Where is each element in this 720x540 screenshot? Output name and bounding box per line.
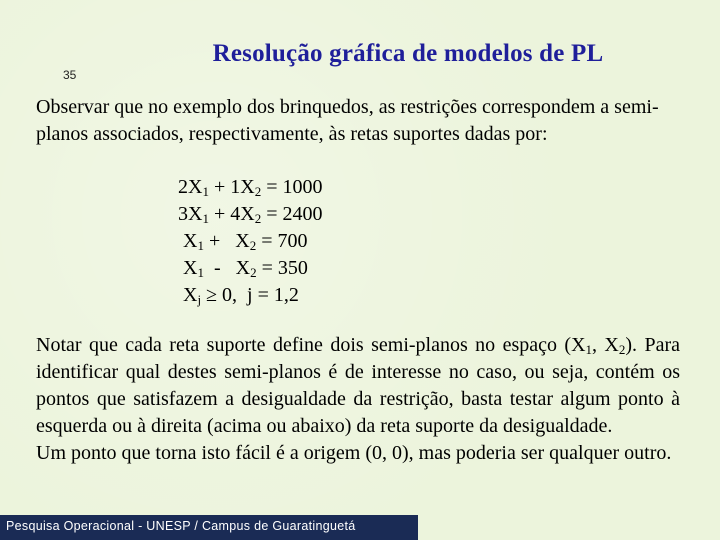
slide-number: 35	[63, 68, 77, 82]
notes-second-line: Um ponto que torna isto fácil é a origem (0, 0), mas poderia ser qualquer outro.	[36, 442, 672, 464]
slide-title: Resolução gráfica de modelos de PL	[212, 40, 604, 67]
equation-2: $3X_1 + 4X_2 = 2400$	[178, 203, 323, 226]
constraint-equations	[178, 174, 322, 309]
equation-3: $X_1 + X_2 = 700$	[178, 230, 308, 253]
equation-5: $X_j \ge 0$, j = 1,2	[178, 284, 299, 307]
equation-4: $X_1 - X_2 = 350$	[178, 257, 308, 280]
equation-1: $2X_1 + 1X_2 = 1000$	[178, 176, 323, 199]
footer-bar: Pesquisa Operacional - UNESP / Campus de Guaratinguetá	[0, 515, 418, 540]
notes-paragraph: Notar que cada reta suporte define dois semi-planos no espaço ($X_1$, $X_2$). Para identificar qual destes semi-planos é de interesse no caso, ou seja, contém os pontos que satisfazem a desigualdade da restrição, basta testar algum ponto à esquerda ou à direita (acima ou abaixo) da reta suporte da desigualdade. Um ponto que torna isto fácil é a origem (0, 0), mas poderia ser qualquer outro.	[36, 334, 680, 464]
intro-paragraph: Observar que no exemplo dos brinquedos, as restrições correspondem a semi-planos associados, respectivamente, às retas suportes dadas por:	[36, 96, 659, 145]
